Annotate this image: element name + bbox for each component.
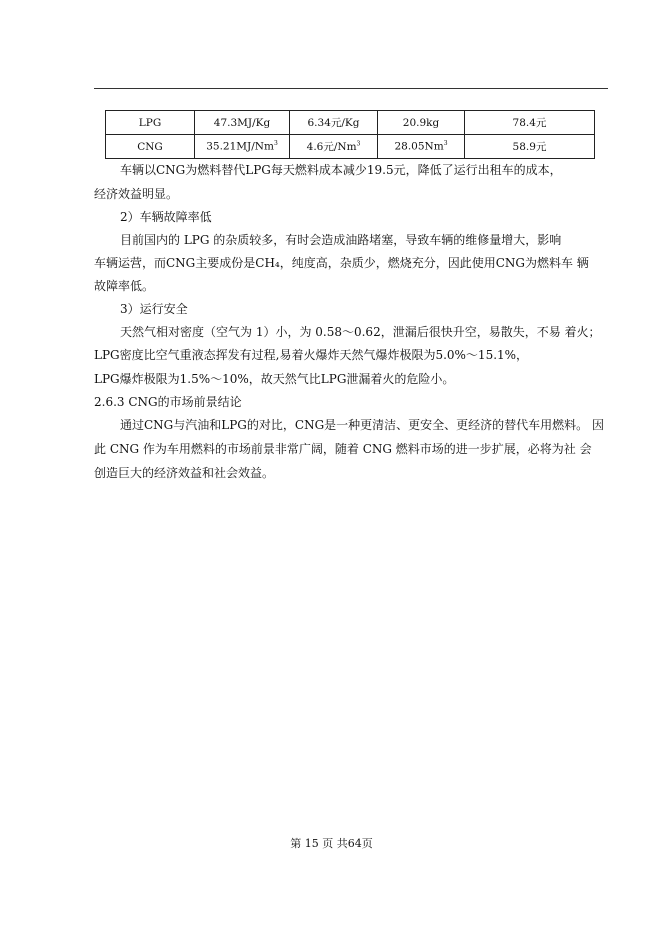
section-heading: 2）车辆故障率低 [120, 210, 212, 224]
table-cell: 58.9元 [465, 135, 595, 159]
paragraph-line: 此 CNG 作为车用燃料的市场前景非常广阔，随着 CNG 燃料市场的进一步扩展，必将为社 会 [94, 442, 592, 456]
paragraph-line: 车辆以CNG为燃料替代LPG每天燃料成本减少19.5元，降低了运行出租车的成本， [120, 163, 562, 177]
fuel-comparison-table [105, 110, 595, 159]
table-row [106, 111, 595, 135]
table-cell: LPG [106, 111, 195, 135]
table-cell: 4.6元/Nm$^3$ [290, 135, 378, 159]
paragraph-line: 目前国内的 LPG 的杂质较多，有时会造成油路堵塞，导致车辆的维修量增大，影响 [120, 233, 562, 247]
table-cell: 6.34元/Kg [290, 111, 378, 135]
table-cell: 20.9kg [378, 111, 465, 135]
paragraph-line: 天然气相对密度（空气为 1）小，为 0.58～0.62，泄漏后很快升空，易散失，不易 着火； [120, 325, 601, 339]
paragraph-line: LPG密度比空气重液态挥发有过程,易着火爆炸天然气爆炸极限为5.0%～15.1%， [94, 348, 529, 362]
table-cell: CNG [106, 135, 195, 159]
section-heading: 3）运行安全 [120, 302, 188, 316]
paragraph-line: 创造巨大的经济效益和社会效益。 [94, 466, 275, 480]
paragraph-line: LPG爆炸极限为1.5%～10%，故天然气比LPG泄漏着火的危险小。 [94, 372, 455, 386]
section-heading: 2.6.3 CNG的市场前景结论 [94, 395, 242, 409]
table-row [106, 135, 595, 159]
table-cell: 35.21MJ/Nm$^3$ [195, 135, 290, 159]
header-rule [94, 88, 608, 89]
paragraph-line: 车辆运营，而CNG主要成份是CH₄，纯度高，杂质少，燃烧充分，因此使用CNG为燃料车 辆 [94, 256, 589, 270]
table-cell: 47.3MJ/Kg [195, 111, 290, 135]
table-cell: 78.4元 [465, 111, 595, 135]
paragraph-line: 经济效益明显。 [94, 187, 179, 201]
paragraph-line: 通过CNG与汽油和LPG的对比，CNG是一种更清洁、更安全、更经济的替代车用燃料。 因 [120, 418, 604, 432]
page-number: 第 15 页 共64页 [290, 837, 373, 850]
table-cell: 28.05Nm$^3$ [378, 135, 465, 159]
paragraph-line: 故障率低。 [94, 279, 155, 293]
